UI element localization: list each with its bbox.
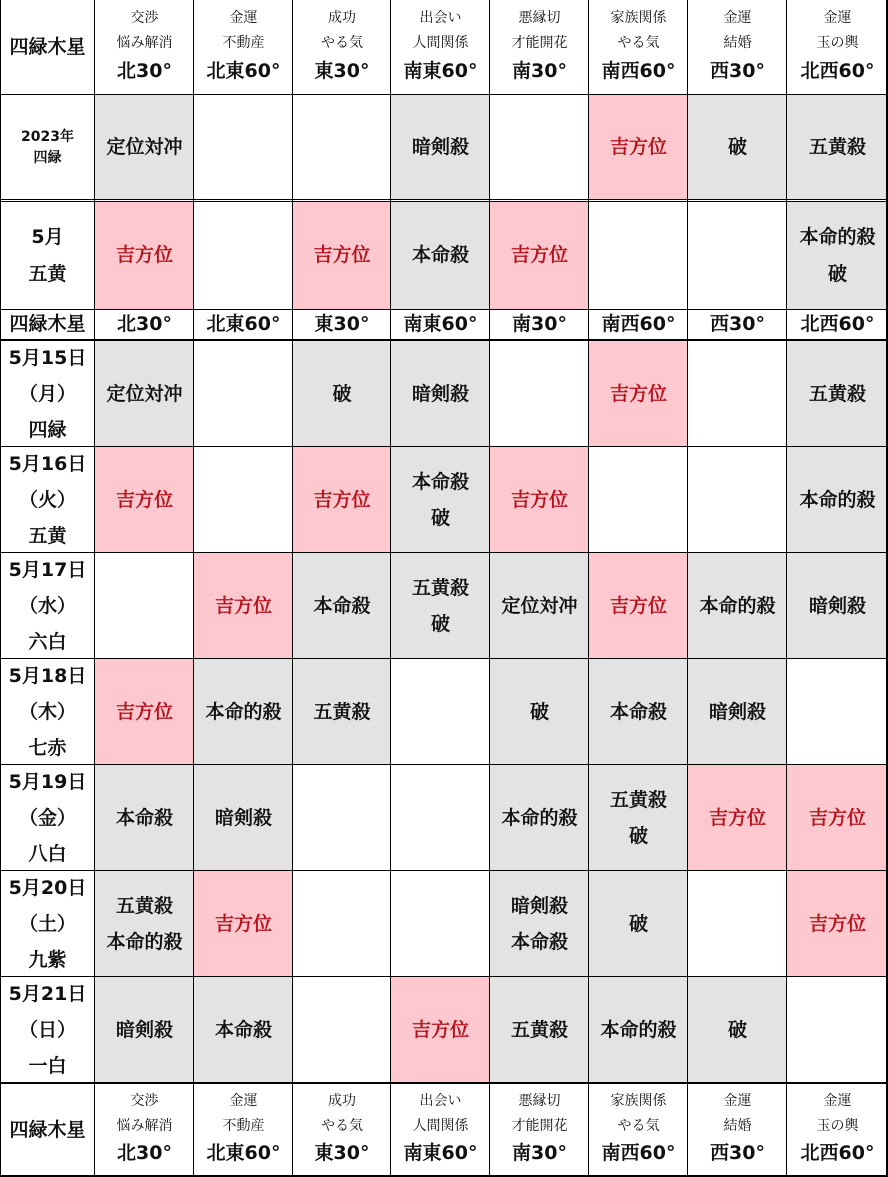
direction-cell [787,659,888,765]
cell-text: 本命的殺 [501,806,578,829]
cell-text: 本命的殺 [799,488,876,511]
grid-line [786,0,787,1177]
day-label-text: 5月15日 [8,346,87,369]
direction-cell [589,659,688,765]
cell-text: 本命殺 [214,1018,272,1041]
cell-text: 暗剣殺 [808,594,866,617]
direction-degree: 南30° [512,1142,567,1165]
cell-text: 破 [430,613,450,635]
grid-line [0,870,888,871]
grid-line [0,976,888,977]
direction-cell [194,341,293,447]
direction-cell [95,977,194,1083]
bottom-direction-header [293,1083,391,1177]
mid-direction-degree [787,309,888,339]
direction-theme: 悩み解消 [116,35,173,52]
direction-cell [688,341,787,447]
cell-text: 破 [727,136,747,159]
mid-direction-degree [194,309,293,339]
direction-cell [95,871,194,977]
direction-cell [688,871,787,977]
direction-cell [194,553,293,659]
direction-theme: 結婚 [723,1117,752,1134]
direction-degree: 南東60° [403,312,478,335]
cell-text: 吉方位 [214,912,272,935]
direction-cell [293,871,391,977]
direction-cell [293,95,391,200]
direction-theme: やる気 [617,35,660,52]
cell-text: 吉方位 [313,488,371,511]
direction-degree: 東30° [314,1142,370,1165]
cell-text: 本命的殺 [106,931,183,953]
grid-line [588,0,589,1177]
cell-text: 吉方位 [808,912,866,935]
cell-text: 吉方位 [510,244,568,267]
direction-cell [95,447,194,553]
direction-degree: 東30° [314,312,370,335]
cell-text: 吉方位 [708,806,766,829]
direction-theme: やる気 [617,1117,660,1134]
day-label-text: 5月18日 [8,664,87,687]
direction-cell [391,341,490,447]
top-direction-header [194,0,293,95]
grid-line [0,309,888,310]
grid-line [489,0,490,1177]
day-label-text: 5月16日 [8,452,87,475]
grid-line [0,94,888,95]
direction-theme: 才能開花 [511,1117,568,1134]
direction-cell [490,977,589,1083]
direction-theme: 金運 [229,10,258,27]
day-label-text: 七赤 [28,737,67,760]
day-label-text: （日） [18,1018,76,1041]
day-label-text: 五黄 [28,525,67,548]
cell-text: 本命的殺 [600,1018,677,1041]
star-label-text: 四緑木星 [9,312,86,335]
direction-cell [589,447,688,553]
direction-cell [194,659,293,765]
bottom-direction-header [95,1083,194,1177]
cell-text: 破 [628,825,648,847]
cell-text: 吉方位 [609,594,667,617]
day-label-text: 九紫 [28,949,67,972]
cell-text: 定位対冲 [106,382,183,405]
day-label-text: （火） [18,488,76,511]
direction-cell [293,341,391,447]
day-label [0,341,95,447]
direction-cell [391,95,490,200]
direction-cell [490,447,589,553]
mid-direction-degree [95,309,194,339]
direction-theme: 玉の輿 [816,1117,859,1134]
direction-cell [787,977,888,1083]
direction-theme: 金運 [229,1092,258,1109]
mid-direction-degree [391,309,490,339]
bottom-direction-header [391,1083,490,1177]
cell-text: 吉方位 [411,1018,469,1041]
direction-cell [490,553,589,659]
day-label-text: （木） [18,700,76,723]
top-direction-header [95,0,194,95]
direction-cell [589,977,688,1083]
cell-text: 吉方位 [609,136,667,159]
direction-theme: 交渉 [130,1092,159,1109]
year-label [0,95,95,200]
direction-cell [194,765,293,871]
direction-theme: 成功 [328,10,356,27]
day-label-text: 5月20日 [8,876,87,899]
grid-line [0,552,888,553]
cell-text: 吉方位 [313,244,371,267]
cell-text: 吉方位 [115,244,173,267]
direction-cell [787,765,888,871]
cell-text: 吉方位 [214,594,272,617]
direction-theme: 出会い [419,10,462,27]
direction-cell [688,95,787,200]
day-label-text: （金） [18,806,76,829]
direction-cell [95,659,194,765]
grid-line [292,0,293,1177]
direction-degree: 南西60° [601,1142,676,1165]
direction-cell [194,447,293,553]
mid-direction-degree [293,309,391,339]
top-star-label [0,0,95,95]
direction-cell [391,871,490,977]
bottom-direction-header [194,1083,293,1177]
direction-cell [688,765,787,871]
grid-line [0,764,888,765]
direction-theme: 人間関係 [412,1117,469,1134]
direction-degree: 北西60° [800,312,875,335]
month-label-text: 5月 [31,226,64,249]
direction-cell [688,202,787,309]
direction-cell [688,553,787,659]
grid-line [94,0,95,1177]
day-label [0,659,95,765]
direction-theme: 出会い [419,1092,462,1109]
direction-cell [589,553,688,659]
day-label-text: 四緑 [28,419,67,442]
direction-theme: 金運 [723,10,752,27]
cell-text: 五黄殺 [115,894,173,917]
direction-theme: 金運 [823,10,852,27]
direction-cell [589,871,688,977]
direction-cell [391,202,490,309]
grid-line [390,0,391,1177]
direction-cell [787,871,888,977]
direction-degree: 南東60° [403,60,478,83]
direction-cell [490,202,589,309]
mid-direction-degree [490,309,589,339]
direction-cell [688,447,787,553]
cell-text: 五黄殺 [510,1018,568,1041]
month-label [0,202,95,309]
bottom-star-label [0,1083,95,1177]
grid-line [0,340,888,341]
direction-degree: 東30° [314,60,370,83]
cell-text: 五黄殺 [808,136,866,159]
direction-degree: 西30° [710,312,765,335]
direction-degree: 北30° [117,1142,172,1165]
cell-text: 吉方位 [808,806,866,829]
direction-cell [787,95,888,200]
direction-theme: 金運 [823,1092,852,1109]
grid-line [0,446,888,447]
day-label-text: （土） [18,912,76,935]
top-direction-header [490,0,589,95]
grid-line [0,201,888,202]
direction-theme: 結婚 [723,35,752,52]
cell-text: 本命的殺 [799,226,876,249]
cell-text: 吉方位 [609,382,667,405]
mid-direction-degree [688,309,787,339]
direction-cell [95,95,194,200]
mid-direction-degree [589,309,688,339]
cell-text: 本命殺 [115,806,173,829]
cell-text: 破 [529,700,549,723]
direction-theme: やる気 [321,1117,363,1134]
star-label-text: 四緑木星 [9,1118,86,1141]
direction-degree: 北東60° [206,60,281,83]
day-label-text: 5月17日 [8,558,87,581]
direction-theme: 不動産 [222,35,265,52]
grid-line [0,0,1,1177]
star-label-text: 四緑木星 [9,36,86,59]
cell-text: 破 [332,382,352,405]
direction-cell [194,977,293,1083]
direction-theme: 不動産 [222,1117,265,1134]
direction-cell [589,765,688,871]
direction-theme: 悩み解消 [116,1117,173,1134]
direction-cell [95,202,194,309]
grid-line [0,199,888,200]
cell-text: 定位対冲 [501,594,578,617]
direction-cell [293,977,391,1083]
direction-cell [490,871,589,977]
month-label-text: 五黄 [28,262,67,285]
cell-text: 本命殺 [411,470,469,493]
cell-text: 暗剣殺 [411,136,469,159]
direction-theme: 玉の輿 [816,35,859,52]
grid-line [193,0,194,1177]
direction-theme: 家族関係 [610,10,667,27]
direction-cell [589,202,688,309]
direction-degree: 南30° [512,60,567,83]
grid-line [0,1082,888,1084]
cell-text: 吉方位 [115,488,173,511]
direction-cell [293,202,391,309]
cell-text: 破 [827,262,847,285]
cell-text: 破 [727,1018,747,1041]
cell-text: 本命的殺 [699,594,776,617]
direction-cell [194,95,293,200]
day-label-text: 八白 [28,843,67,866]
cell-text: 本命殺 [313,594,371,617]
day-label [0,553,95,659]
direction-cell [293,553,391,659]
day-label [0,871,95,977]
direction-theme: 人間関係 [412,35,469,52]
direction-theme: 家族関係 [610,1092,667,1109]
direction-cell [589,95,688,200]
direction-cell [95,553,194,659]
top-direction-header [589,0,688,95]
cell-text: 五黄殺 [411,576,469,599]
direction-cell [293,447,391,553]
day-label [0,977,95,1083]
cell-text: 吉方位 [510,488,568,511]
direction-degree: 北30° [117,312,172,335]
direction-cell [688,977,787,1083]
direction-cell [95,765,194,871]
direction-cell [589,341,688,447]
cell-text: 五黄殺 [313,700,371,723]
mid-star-label [0,309,95,339]
cell-text: 本命殺 [411,244,469,267]
direction-cell [194,202,293,309]
direction-cell [293,765,391,871]
day-label-text: 六白 [28,631,67,654]
direction-degree: 北西60° [800,60,875,83]
bottom-direction-header [688,1083,787,1177]
cell-text: 定位対冲 [106,136,183,159]
direction-degree: 西30° [710,1142,765,1165]
direction-degree: 西30° [710,60,765,83]
top-direction-header [293,0,391,95]
day-label-text: 5月19日 [8,770,87,793]
cell-text: 暗剣殺 [411,382,469,405]
cell-text: 破 [628,912,648,935]
cell-text: 本命的殺 [205,700,282,723]
top-direction-header [787,0,888,95]
cell-text: 暗剣殺 [115,1018,173,1041]
day-label-text: 一白 [28,1055,67,1078]
direction-cell [787,202,888,309]
top-direction-header [391,0,490,95]
year-label-text: 四緑 [33,149,62,166]
direction-cell [95,341,194,447]
cell-text: 暗剣殺 [214,806,272,829]
direction-theme: 交渉 [130,10,159,27]
direction-degree: 北30° [117,60,172,83]
year-label-text: 2023年 [21,128,74,145]
day-label [0,447,95,553]
direction-cell [391,977,490,1083]
day-label-text: （水） [18,594,76,617]
direction-theme: 金運 [723,1092,752,1109]
direction-cell [490,95,589,200]
direction-degree: 北東60° [206,312,281,335]
direction-cell [787,447,888,553]
direction-cell [391,765,490,871]
cell-text: 五黄殺 [609,788,667,811]
cell-text: 本命殺 [510,931,568,953]
bottom-direction-header [490,1083,589,1177]
direction-degree: 北東60° [206,1142,281,1165]
grid-line [687,0,688,1177]
direction-cell [391,447,490,553]
direction-cell [787,553,888,659]
direction-cell [391,553,490,659]
direction-cell [490,341,589,447]
direction-theme: やる気 [321,35,363,52]
direction-cell [787,341,888,447]
cell-text: 暗剣殺 [708,700,766,723]
direction-degree: 南東60° [403,1142,478,1165]
grid-line [0,658,888,659]
direction-degree: 南西60° [601,312,676,335]
direction-cell [194,871,293,977]
direction-cell [490,659,589,765]
direction-degree: 南30° [512,312,567,335]
direction-theme: 悪縁切 [518,1092,561,1109]
cell-text: 五黄殺 [808,382,866,405]
direction-degree: 北西60° [800,1142,875,1165]
cell-text: 本命殺 [609,700,667,723]
direction-theme: 才能開花 [511,35,568,52]
cell-text: 暗剣殺 [510,894,568,917]
direction-cell [490,765,589,871]
day-label [0,765,95,871]
bottom-direction-header [589,1083,688,1177]
direction-cell [293,659,391,765]
cell-text: 破 [430,507,450,529]
direction-theme: 成功 [328,1092,356,1109]
top-direction-header [688,0,787,95]
direction-cell [391,659,490,765]
direction-degree: 南西60° [601,60,676,83]
day-label-text: （月） [18,382,76,405]
bottom-direction-header [787,1083,888,1177]
direction-theme: 悪縁切 [518,10,561,27]
day-label-text: 5月21日 [8,982,87,1005]
cell-text: 吉方位 [115,700,173,723]
direction-cell [688,659,787,765]
